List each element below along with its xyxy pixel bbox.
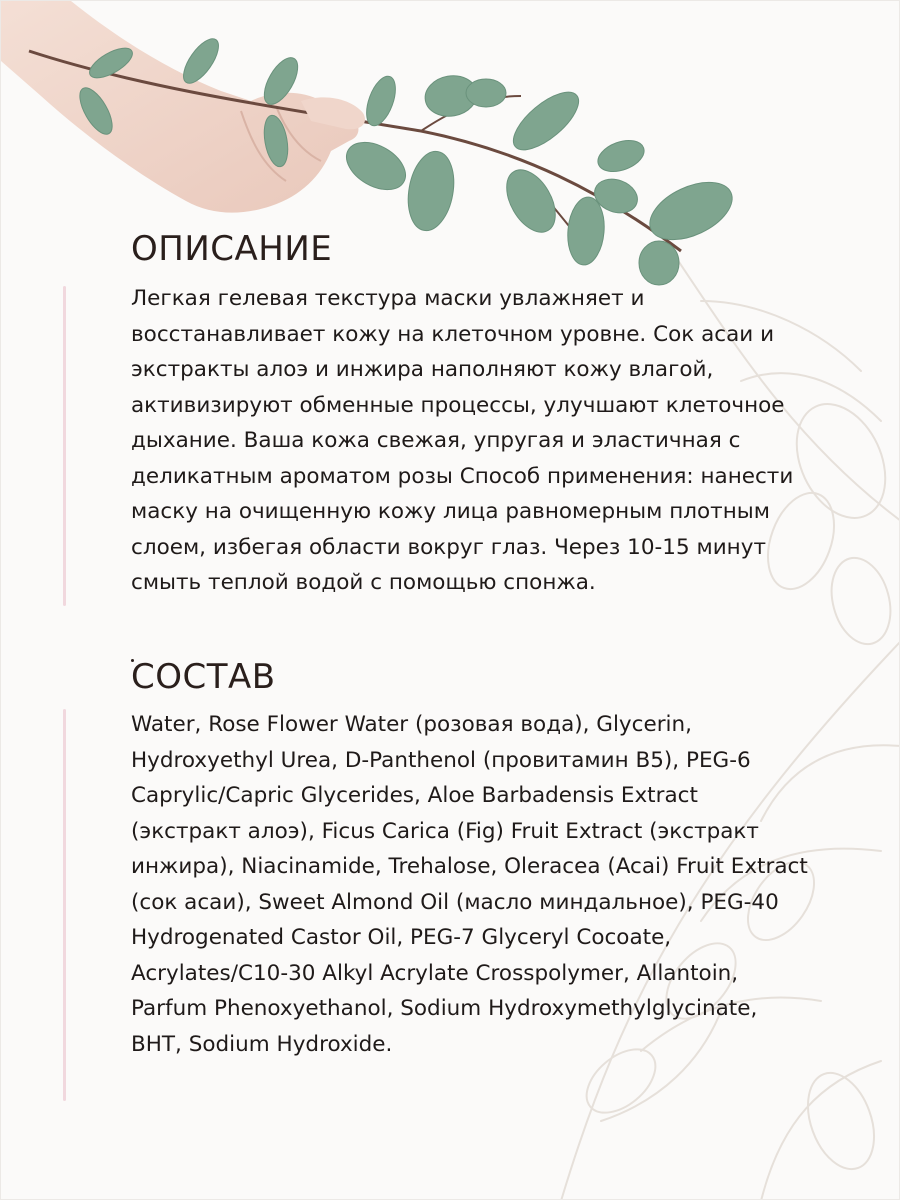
accent-line-description: [63, 286, 66, 606]
description-heading: ОПИСАНИЕ: [131, 229, 333, 269]
accent-line-composition: [63, 709, 66, 1101]
composition-text: Water, Rose Flower Water (розовая вода), Glycerin, Hydroxyethyl Urea, D-Panthenol (провитамин B5), PEG-6 Caprylic/Capric Glycerides, Aloe Barbadensis Extract (экстракт алоэ), Ficus Carica (Fig) Fruit Extract (экстракт инжира), Niacinamide, Trehalose, Oleracea (Acai) Fruit Extract (сок асаи), Sweet Almond Oil (масло миндальное), PEG-40 Hydrogenated Castor Oil, PEG-7 Glyceryl Cocoate, Acrylates/C10-30 Alkyl Acrylate Crosspolymer, Allantoin, Parfum Phenoxyethanol, Sodium Hydroxymethylglycinate, BHT, Sodium Hydroxide.: [131, 712, 808, 1057]
hand-eucalyptus-illustration: [1, 1, 761, 301]
composition-heading: СОСТАВ: [131, 657, 276, 697]
description-text: Легкая гелевая текстура маски увлажняет и восстанавливает кожу на клеточном уровне. Сок асаи и экстракты алоэ и инжира наполняют кожу влагой, активизируют обменные процессы, улучшают клеточное дыхание. Ваша кожа свежая, упругая и эластичная с деликатным ароматом розы Способ применения: нанести маску на очищенную кожу лица равномерным плотным слоем, избегая области вокруг глаз. Через 10-15 минут смыть теплой водой с помощью спонжа.: [131, 286, 794, 595]
